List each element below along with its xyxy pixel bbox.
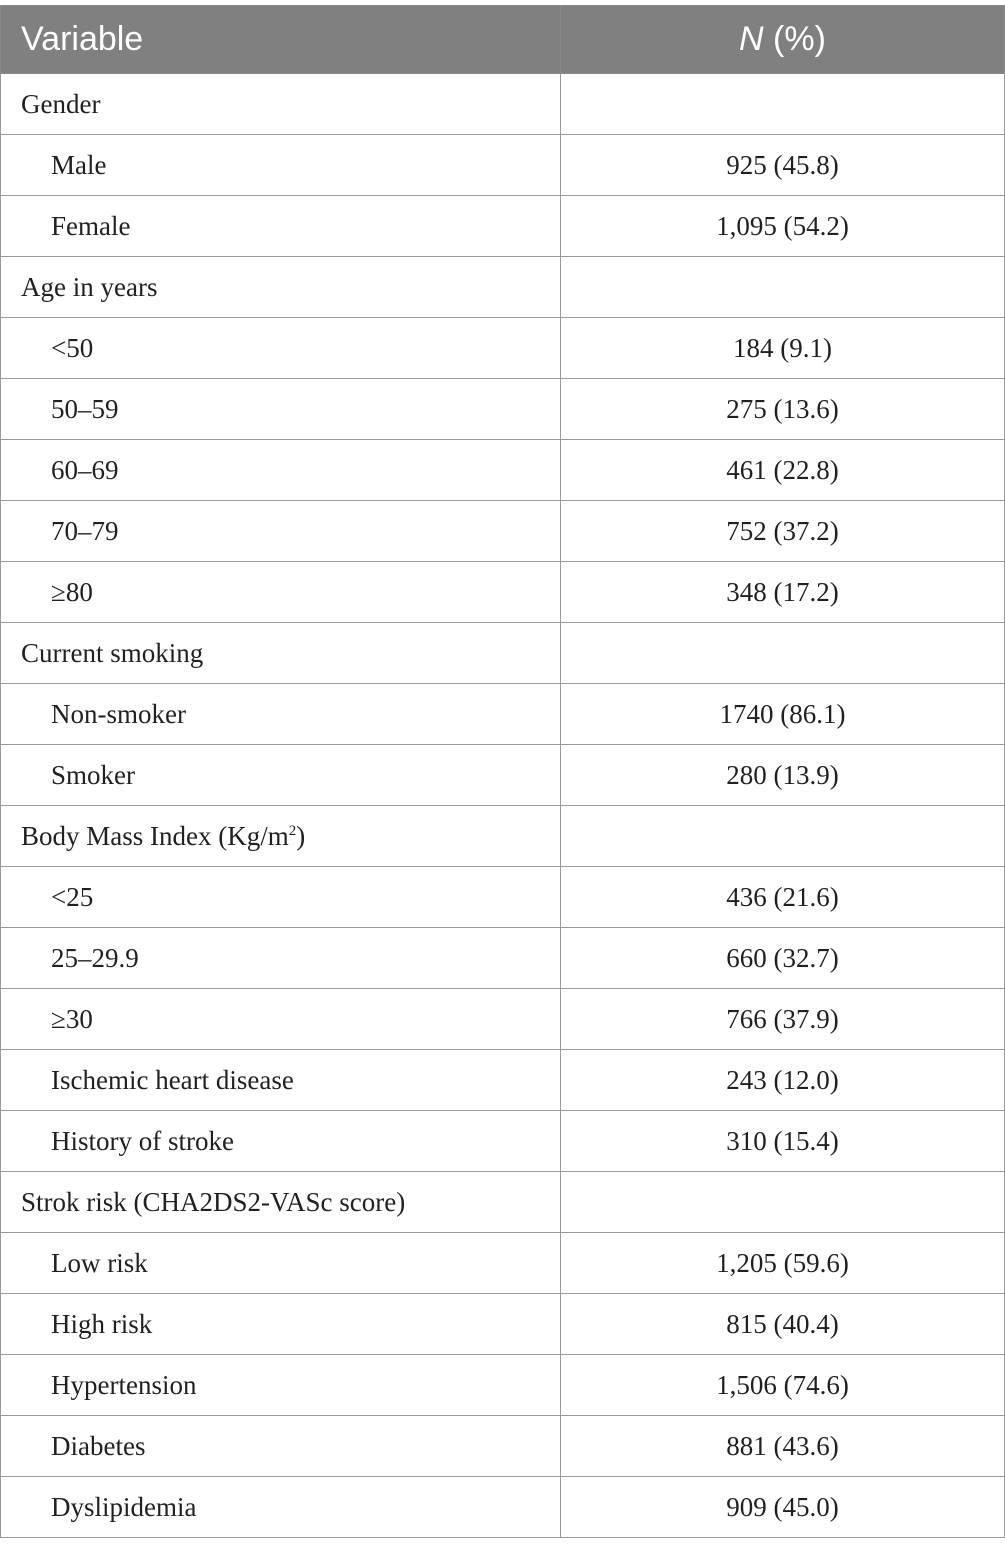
- row-value: 660 (32.7): [561, 928, 1005, 989]
- row-value: 815 (40.4): [561, 1294, 1005, 1355]
- table-row: [1, 501, 1005, 562]
- row-label-text: Age in years: [21, 271, 158, 302]
- row-label-text: 70–79: [51, 515, 119, 546]
- row-label-text: Male: [51, 149, 107, 180]
- table-row: [1, 1050, 1005, 1111]
- row-label-end: ): [296, 820, 306, 851]
- row-label: [1, 257, 561, 318]
- table-row: [1, 867, 1005, 928]
- row-label: [1, 318, 561, 379]
- table-row: [1, 989, 1005, 1050]
- row-label: [1, 501, 561, 562]
- row-label: [1, 1355, 561, 1416]
- table-row: [1, 135, 1005, 196]
- row-label-text: History of stroke: [51, 1125, 234, 1156]
- row-value: 243 (12.0): [561, 1050, 1005, 1111]
- row-value: 310 (15.4): [561, 1111, 1005, 1172]
- table-row: [1, 1172, 1005, 1233]
- row-label: [1, 379, 561, 440]
- header-n-percent: [561, 6, 1005, 74]
- row-label-text: Smoker: [51, 759, 135, 790]
- row-label-text: Low risk: [51, 1247, 148, 1278]
- row-label-text: Non-smoker: [51, 698, 186, 729]
- table-row: [1, 928, 1005, 989]
- table-row: [1, 196, 1005, 257]
- characteristics-table: [0, 5, 1005, 1538]
- row-label: [1, 74, 561, 135]
- row-label: [1, 745, 561, 806]
- row-value: 766 (37.9): [561, 989, 1005, 1050]
- row-label-text: 25–29.9: [51, 942, 139, 973]
- table-row: [1, 318, 1005, 379]
- row-label-text: <25: [51, 881, 94, 912]
- row-label: [1, 1172, 561, 1233]
- table-row: [1, 74, 1005, 135]
- row-label: [1, 440, 561, 501]
- row-value: 1,205 (59.6): [561, 1233, 1005, 1294]
- row-label-text: ≥80: [51, 576, 93, 607]
- row-value: [561, 1172, 1005, 1233]
- row-label-text: High risk: [51, 1308, 153, 1339]
- row-label-text: Dyslipidemia: [51, 1491, 197, 1522]
- row-label: [1, 1111, 561, 1172]
- row-label: [1, 1477, 561, 1538]
- table-row: [1, 745, 1005, 806]
- table-row: [1, 806, 1005, 867]
- table-row: [1, 623, 1005, 684]
- row-label: [1, 562, 561, 623]
- row-label: [1, 135, 561, 196]
- row-value: 275 (13.6): [561, 379, 1005, 440]
- row-label: [1, 684, 561, 745]
- row-label: [1, 623, 561, 684]
- row-value: 1,095 (54.2): [561, 196, 1005, 257]
- row-label-text: Body Mass Index (Kg/m: [21, 820, 289, 851]
- row-label: [1, 928, 561, 989]
- header-percent: (%): [763, 20, 826, 58]
- row-label-text: ≥30: [51, 1003, 93, 1034]
- row-value: [561, 806, 1005, 867]
- row-label: [1, 1233, 561, 1294]
- row-value: [561, 257, 1005, 318]
- row-value: 1740 (86.1): [561, 684, 1005, 745]
- row-label-text: Ischemic heart disease: [51, 1064, 294, 1095]
- table-row: [1, 1233, 1005, 1294]
- row-label-text: Diabetes: [51, 1430, 146, 1461]
- row-label-text: Female: [51, 210, 131, 241]
- row-value: 348 (17.2): [561, 562, 1005, 623]
- row-label-text: 60–69: [51, 454, 119, 485]
- row-value: 184 (9.1): [561, 318, 1005, 379]
- row-label-text: Gender: [21, 88, 101, 119]
- table-header-row: [1, 6, 1005, 74]
- row-label-text: 50–59: [51, 393, 119, 424]
- row-value: 280 (13.9): [561, 745, 1005, 806]
- table-body: [1, 74, 1005, 1538]
- table-row: [1, 684, 1005, 745]
- row-label: [1, 1050, 561, 1111]
- row-value: 461 (22.8): [561, 440, 1005, 501]
- table-row: [1, 379, 1005, 440]
- header-n: N: [739, 20, 764, 58]
- row-label-text: Hypertension: [51, 1369, 197, 1400]
- row-value: 1,506 (74.6): [561, 1355, 1005, 1416]
- row-label: [1, 1294, 561, 1355]
- row-value: 436 (21.6): [561, 867, 1005, 928]
- table-row: [1, 562, 1005, 623]
- row-value: 881 (43.6): [561, 1416, 1005, 1477]
- header-variable: Variable: [1, 6, 561, 74]
- row-value: [561, 623, 1005, 684]
- row-value: [561, 74, 1005, 135]
- table-row: [1, 1477, 1005, 1538]
- table-row: [1, 1416, 1005, 1477]
- row-label: [1, 989, 561, 1050]
- row-label: [1, 1416, 561, 1477]
- superscript: 2: [288, 822, 297, 839]
- row-label-text: <50: [51, 332, 94, 363]
- row-value: 752 (37.2): [561, 501, 1005, 562]
- row-value: 909 (45.0): [561, 1477, 1005, 1538]
- table-row: [1, 1111, 1005, 1172]
- table-row: [1, 440, 1005, 501]
- row-label: [1, 867, 561, 928]
- table-row: [1, 1294, 1005, 1355]
- row-label: [1, 806, 561, 867]
- row-value: 925 (45.8): [561, 135, 1005, 196]
- table-row: [1, 257, 1005, 318]
- row-label-text: Strok risk (CHA2DS2-VASc score): [21, 1186, 406, 1217]
- row-label-text: Current smoking: [21, 637, 204, 668]
- row-label: [1, 196, 561, 257]
- table-row: [1, 1355, 1005, 1416]
